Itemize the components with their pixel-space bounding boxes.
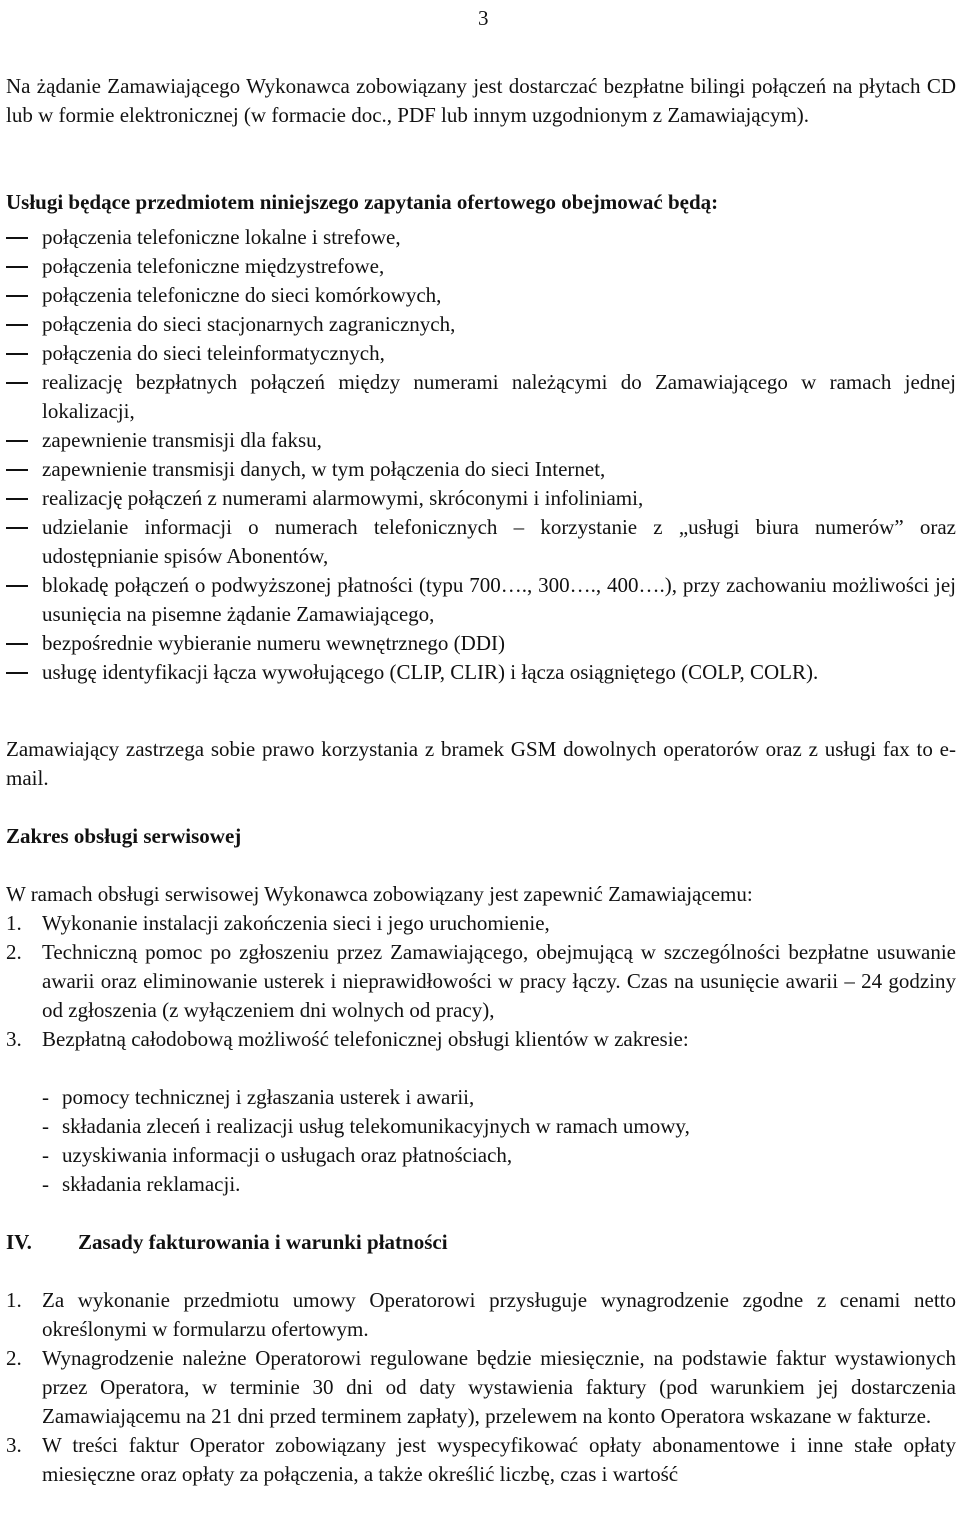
- item-number: 1.: [6, 911, 22, 935]
- item-number: 3.: [6, 1027, 22, 1051]
- services-list-item: zapewnienie transmisji dla faksu,: [6, 426, 956, 455]
- gsm-note: Zamawiający zastrzega sobie prawo korzystania z bramek GSM dowolnych operatorów oraz z usługi fax to e-mail.: [6, 737, 956, 790]
- invoicing-item: [6, 1344, 956, 1431]
- support-scope-item: - pomocy technicznej i zgłaszania usterek i awarii,: [42, 1085, 475, 1109]
- services-list-item: realizację bezpłatnych połączeń między numerami należącymi do Zamawiającego w ramach jednej lokalizacji,: [6, 368, 956, 426]
- item-text: Bezpłatną całodobową możliwość telefonicznej obsługi klientów w zakresie:: [42, 1027, 689, 1051]
- invoicing-item: [6, 1431, 956, 1489]
- item-text: Wynagrodzenie należne Operatorowi regulowane będzie miesięcznie, na podstawie faktur wystawionych przez Operatora, w terminie 30 dni od daty wystawienia faktury (pod warunkiem jej dostarczenia Zamawiającemu na 21 dni przed terminem zapłaty), przelewem na konto Operatora wskazane w fakturze.: [42, 1346, 956, 1428]
- service-scope-item: [6, 1025, 956, 1054]
- invoicing-item: [6, 1286, 956, 1344]
- services-list-item: usługę identyfikacji łącza wywołującego (CLIP, CLIR) i łącza osiągniętego (COLP, COLR).: [6, 658, 956, 687]
- services-list-item: zapewnienie transmisji danych, w tym połączenia do sieci Internet,: [6, 455, 956, 484]
- services-list-item: udzielanie informacji o numerach telefonicznych – korzystanie z „usługi biura numerów” oraz udostępnianie spisów Abonentów,: [6, 513, 956, 571]
- services-list-item: połączenia telefoniczne międzystrefowe,: [6, 252, 956, 281]
- support-scope-item: - składania zleceń i realizacji usług telekomunikacyjnych w ramach umowy,: [42, 1114, 690, 1138]
- item-text: W treści faktur Operator zobowiązany jest wyspecyfikować opłaty abonamentowe i inne stałe opłaty miesięczne oraz opłaty za połączenia, a także określić liczbę, czas i wartość: [42, 1433, 956, 1486]
- item-number: 2.: [6, 940, 22, 964]
- item-text: Wykonanie instalacji zakończenia sieci i jego uruchomienie,: [42, 911, 550, 935]
- services-list-item: połączenia do sieci teleinformatycznych,: [6, 339, 956, 368]
- services-list-item: bezpośrednie wybieranie numeru wewnętrznego (DDI): [6, 629, 956, 658]
- section-numeral: IV.: [6, 1230, 32, 1254]
- services-list-item: połączenia telefoniczne lokalne i strefowe,: [6, 223, 956, 252]
- billing-paragraph: Na żądanie Zamawiającego Wykonawca zobowiązany jest dostarczać bezpłatne bilingi połączeń na płytach CD lub w formie elektronicznej (w formacie doc., PDF lub innym uzgodnionym z Zamawiającym).: [6, 74, 956, 127]
- support-scope-item: - uzyskiwania informacji o usługach oraz płatnościach,: [42, 1143, 513, 1167]
- services-list-item: blokadę połączeń o podwyższonej płatności (typu 700…., 300…., 400….), przy zachowaniu możliwości jej usunięcia na pisemne żądanie Zamawiającego,: [6, 571, 956, 629]
- services-list: [6, 223, 956, 687]
- service-scope-item: [6, 938, 956, 1025]
- item-number: 3.: [6, 1433, 22, 1457]
- service-scope-intro: W ramach obsługi serwisowej Wykonawca zobowiązany jest zapewnić Zamawiającemu:: [6, 882, 753, 906]
- section-title: Zasady fakturowania i warunki płatności: [78, 1230, 448, 1254]
- services-heading: Usługi będące przedmiotem niniejszego zapytania ofertowego obejmować będą:: [6, 190, 719, 214]
- page-number: 3: [478, 6, 489, 30]
- item-number: 2.: [6, 1346, 22, 1370]
- item-text: Techniczną pomoc po zgłoszeniu przez Zamawiającego, obejmującą w szczególności bezpłatne usuwanie awarii oraz eliminowanie usterek i nieprawidłowości w pracy łączy. Czas na usunięcie awarii – 24 godziny od zgłoszenia (z wyłączeniem dni wolnych od pracy),: [42, 940, 956, 1022]
- support-scope-list: [42, 1083, 956, 1199]
- invoicing-list: [6, 1286, 956, 1489]
- item-number: 1.: [6, 1288, 22, 1312]
- services-list-item: połączenia do sieci stacjonarnych zagranicznych,: [6, 310, 956, 339]
- item-text: Za wykonanie przedmiotu umowy Operatorowi przysługuje wynagrodzenie zgodne z cenami netto określonymi w formularzu ofertowym.: [42, 1288, 956, 1341]
- service-scope-list: [6, 909, 956, 1054]
- service-scope-item: [6, 909, 956, 938]
- services-list-item: realizację połączeń z numerami alarmowymi, skróconymi i infoliniami,: [6, 484, 956, 513]
- services-list-item: połączenia telefoniczne do sieci komórkowych,: [6, 281, 956, 310]
- support-scope-item: - składania reklamacji.: [42, 1172, 241, 1196]
- service-scope-heading: Zakres obsługi serwisowej: [6, 824, 242, 848]
